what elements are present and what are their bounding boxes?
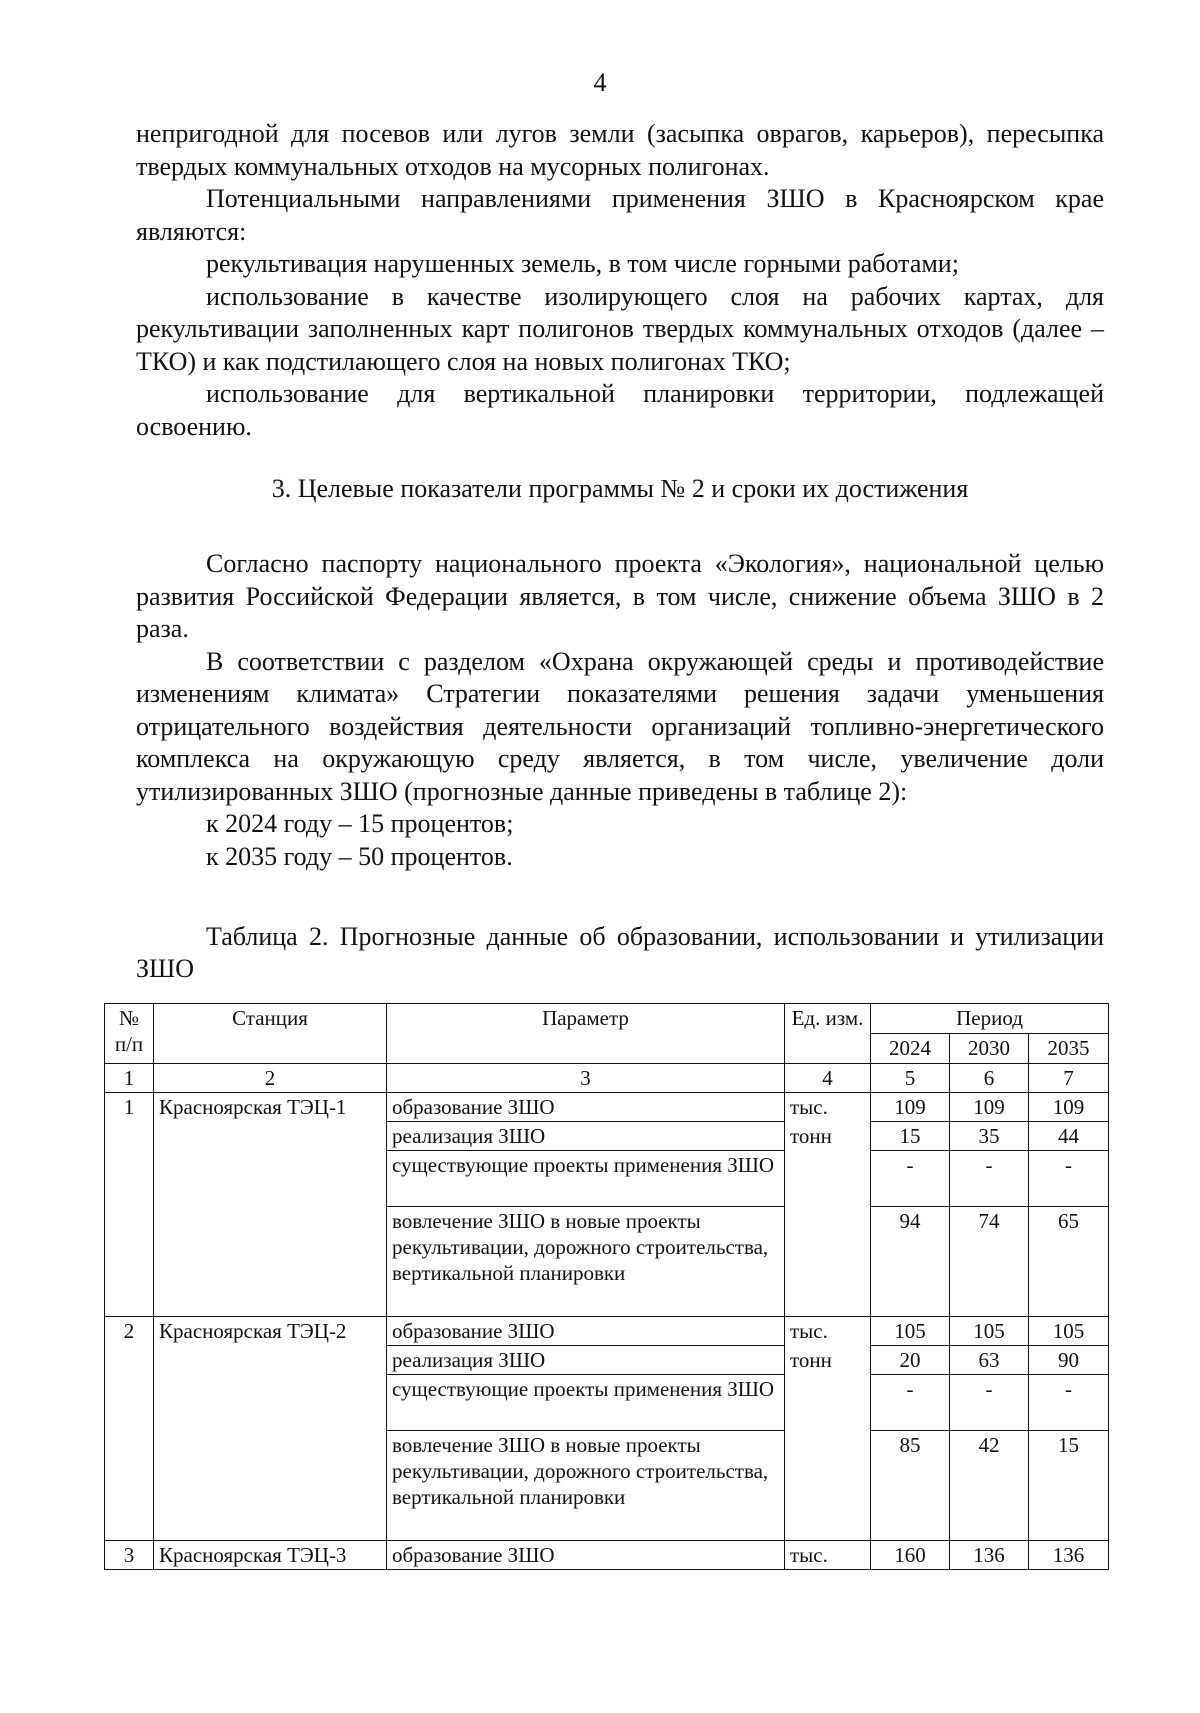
row-number: 2 [105,1317,154,1541]
param-cell: образование ЗШО [387,1093,785,1122]
value-cell: 109 [1029,1093,1109,1122]
column-number: 3 [387,1064,785,1093]
caption-text: Таблица 2. Прогнозные данные об образовании, использовании и утилизации ЗШО [136,922,1104,983]
column-number: 4 [785,1064,871,1093]
unit-cell: тыс. [785,1317,871,1346]
value-cell: 74 [950,1207,1029,1317]
paragraph: к 2035 году – 50 процентов. [206,841,513,871]
station-name: Красноярская ТЭЦ-3 [154,1541,387,1570]
header-param: Параметр [387,1004,785,1064]
value-cell: - [871,1375,950,1431]
paragraph: к 2024 году – 15 процентов; [206,809,514,838]
row-number: 1 [105,1093,154,1317]
table-row [105,1093,1109,1122]
value-cell: 109 [950,1093,1029,1122]
paragraph: использование в качестве изолирующего слоя на рабочих картах, для рекультивации заполненных карт полигонов твердых коммунальных отходов (далее – ТКО) и как подстилающего слоя на новых полигонах ТКО; [136,281,1104,376]
unit-cell: тонн [785,1346,871,1541]
unit-cell: тыс. [785,1093,871,1122]
value-cell: - [871,1151,950,1207]
value-cell: 90 [1029,1346,1109,1375]
value-cell: 20 [871,1346,950,1375]
param-cell: вовлечение ЗШО в новые проекты рекультивации, дорожного строительства, вертикальной планировки [387,1431,785,1541]
unit-cell: тонн [785,1122,871,1317]
header-unit: Ед. изм. [785,1004,871,1064]
param-cell: вовлечение ЗШО в новые проекты рекультивации, дорожного строительства, вертикальной планировки [387,1207,785,1317]
paragraph: использование для вертикальной планировки территории, подлежащей освоению. [136,379,1104,441]
value-cell: 136 [950,1541,1029,1570]
column-number-row [105,1064,1109,1093]
value-cell: 105 [1029,1317,1109,1346]
unit-cell: тыс. [785,1541,871,1570]
param-cell: реализация ЗШО [387,1122,785,1151]
header-year: 2030 [950,1034,1029,1064]
paragraph: рекультивация нарушенных земель, в том числе горными работами; [206,249,959,278]
paragraph: непригодной для посевов или лугов земли (засыпка оврагов, карьеров), пересыпка твердых коммунальных отходов на мусорных полигонах. [136,119,1104,181]
param-cell: образование ЗШО [387,1541,785,1570]
table-row [105,1317,1109,1346]
table-row [105,1541,1109,1570]
value-cell: - [950,1151,1029,1207]
column-number: 1 [105,1064,154,1093]
param-cell: реализация ЗШО [387,1346,785,1375]
value-cell: 44 [1029,1122,1109,1151]
page-number: 4 [593,68,607,97]
column-number: 6 [950,1064,1029,1093]
value-cell: 42 [950,1431,1029,1541]
value-cell: 109 [871,1093,950,1122]
column-number: 2 [154,1064,387,1093]
paragraph: Согласно паспорту национального проекта «Экология», национальной целью развития Российской Федерации является, в том числе, снижение объема ЗШО в 2 раза. [136,549,1104,643]
param-cell: образование ЗШО [387,1317,785,1346]
header-year: 2024 [871,1034,950,1064]
paragraph: Потенциальными направлениями применения ЗШО в Красноярском крае являются: [136,184,1104,246]
paragraph: В соответствии с разделом «Охрана окружающей среды и противодействие изменениям климата» Стратегии показателями решения задачи уменьшения отрицательного воздействия деятельности организаций топливно-энергетического комплекса на окружающую среду является, в том числе, увеличение доли утилизированных ЗШО (прогнозные данные приведены в таблице 2): [136,646,1104,806]
value-cell: 94 [871,1207,950,1317]
value-cell: 105 [871,1317,950,1346]
body-text-mid [136,548,1104,873]
value-cell: - [950,1375,1029,1431]
row-number: 3 [105,1541,154,1570]
value-cell: - [1029,1151,1109,1207]
value-cell: 15 [1029,1431,1109,1541]
value-cell: 160 [871,1541,950,1570]
value-cell: - [1029,1375,1109,1431]
column-number: 7 [1029,1064,1109,1093]
body-text-top [136,118,1104,443]
header-station: Станция [154,1004,387,1064]
value-cell: 15 [871,1122,950,1151]
param-cell: существующие проекты применения ЗШО [387,1151,785,1207]
table-header-row [105,1004,1109,1034]
value-cell: 65 [1029,1207,1109,1317]
value-cell: 63 [950,1346,1029,1375]
station-name: Красноярская ТЭЦ-2 [154,1317,387,1541]
header-year: 2035 [1029,1034,1109,1064]
value-cell: 85 [871,1431,950,1541]
value-cell: 105 [950,1317,1029,1346]
section-heading: 3. Целевые показатели программы № 2 и сроки их достижения [271,474,969,503]
header-period: Период [871,1004,1109,1034]
station-name: Красноярская ТЭЦ-1 [154,1093,387,1317]
param-cell: существующие проекты применения ЗШО [387,1375,785,1431]
column-number: 5 [871,1064,950,1093]
value-cell: 35 [950,1122,1029,1151]
value-cell: 136 [1029,1541,1109,1570]
forecast-table [104,1003,1109,1570]
table-caption [136,921,1104,985]
header-num: № п/п [105,1004,154,1064]
